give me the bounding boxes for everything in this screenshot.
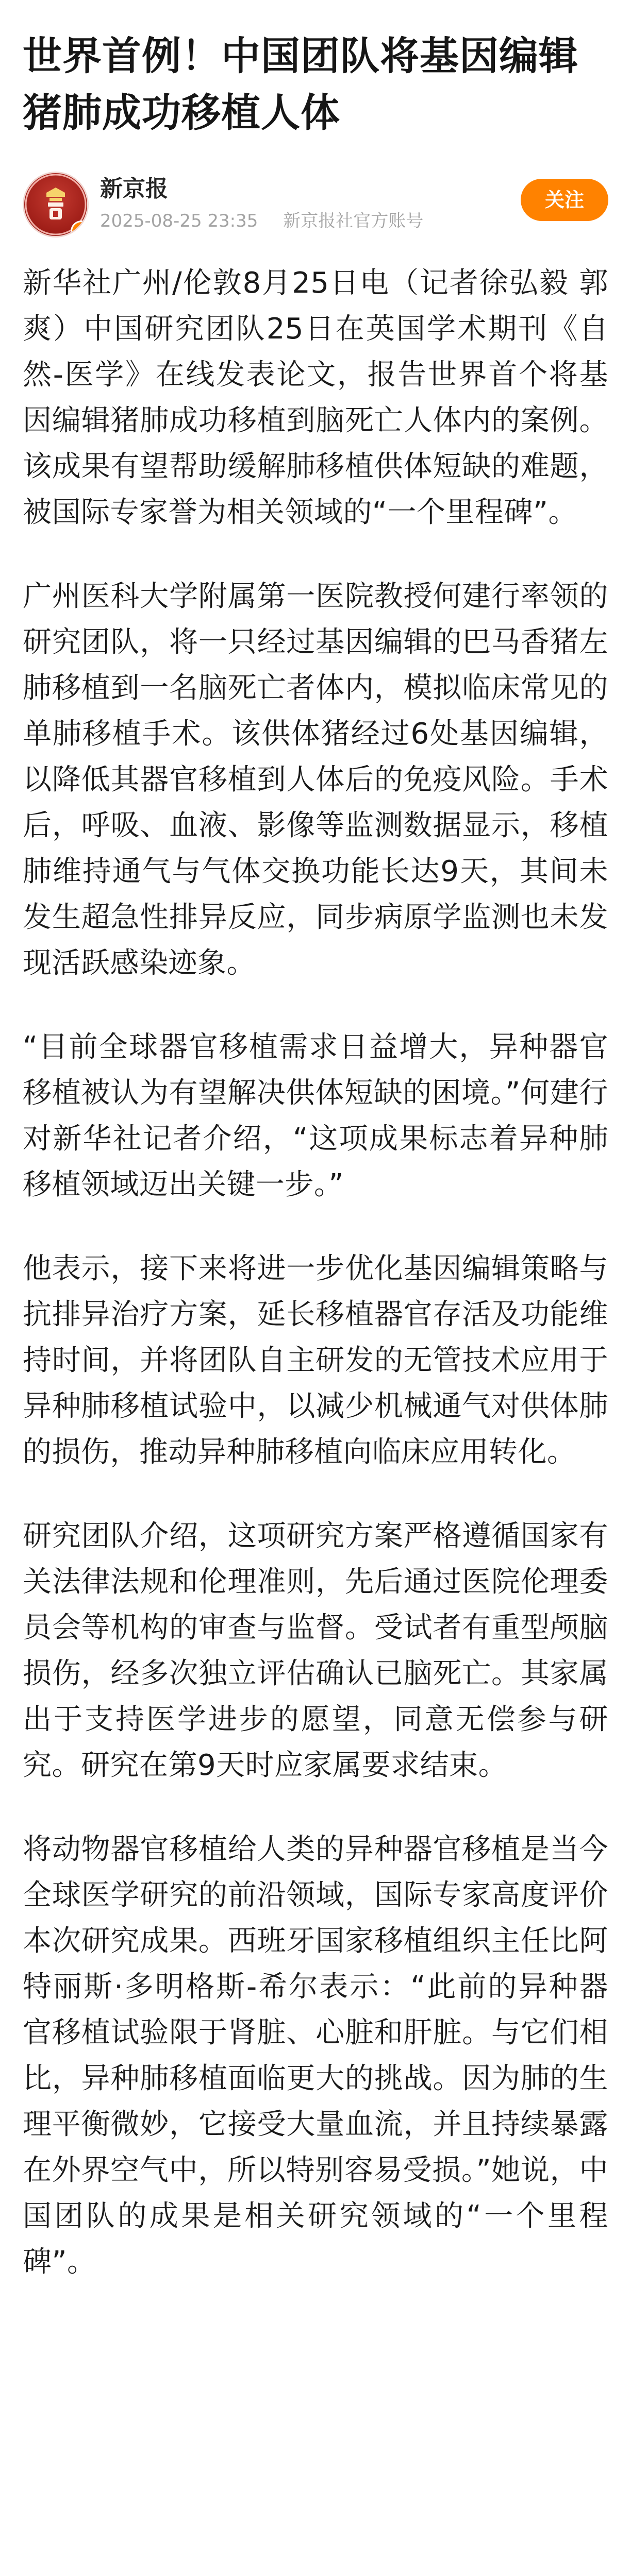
verified-badge-icon: ✓ <box>71 221 89 238</box>
article-paragraph-2: 广州医科大学附属第一医院教授何建行率领的研究团队，将一只经过基因编辑的巴马香猪左肺移植到一名脑死亡者体内，模拟临床常见的单肺移植手术。该供体猪经过6处基因编辑，以降低其器官移植到人体后的免疫风险。手术后，呼吸、血液、影像等监测数据显示，移植肺维持通气与气体交换功能长达9天，其间未发生超急性排异反应，同步病原学监测也未发现活跃感染迹象。 <box>23 580 608 980</box>
follow-button[interactable]: 关注 <box>521 179 608 221</box>
article-paragraph-6: 将动物器官移植给人类的异种器官移植是当今全球医学研究的前沿领域，国际专家高度评价本次研究成果。西班牙国家移植组织主任比阿特丽斯·多明格斯-希尔表示：“此前的异种器官移植试验限于肾脏、心脏和肝脏。与它们相比，异种肺移植面临更大的挑战。因为肺的生理平衡微妙，它接受大量血流，并且持续暴露在外界空气中，所以特别容易受损。”她说，中国团队的成果是相关研究领域的“一个里程碑”。 <box>23 1833 608 2279</box>
article-paragraph-5: 研究团队介绍，这项研究方案严格遵循国家有关法律法规和伦理准则，先后通过医院伦理委员会等机构的审查与监督。受试者有重型颅脑损伤，经多次独立评估确认已脑死亡。其家属出于支持医学进步的愿望，同意无偿参与研究。研究在第9天时应家属要求结束。 <box>23 1519 608 1782</box>
article-paragraph-1: 新华社广州/伦敦8月25日电（记者徐弘毅 郭爽）中国研究团队25日在英国学术期刊《自然-医学》在线发表论文，报告世界首个将基因编辑猪肺成功移植到脑死亡人体内的案例。该成果有望帮助缓解肺移植供体短缺的难题，被国际专家誉为相关领域的“一个里程碑”。 <box>23 266 608 529</box>
account-label: 新京报社官方账号 <box>283 211 424 231</box>
article-paragraph-3: “目前全球器官移植需求日益增大，异种器官移植被认为有望解决供体短缺的困境。”何建行对新华社记者介绍，“这项成果标志着异种肺移植领域迈出关键一步。” <box>23 1030 608 1201</box>
publish-time: 2025-08-25 23:35 <box>100 211 258 231</box>
author-name[interactable]: 新京报 <box>100 176 168 202</box>
article-body <box>23 260 608 2285</box>
author-row <box>23 167 608 240</box>
article-title: 世界首例！中国团队将基因编辑猪肺成功移植人体 <box>23 33 578 135</box>
article-meta <box>100 210 423 232</box>
author-avatar[interactable] <box>23 172 89 238</box>
article-paragraph-4: 他表示，接下来将进一步优化基因编辑策略与抗排异治疗方案，延长移植器官存活及功能维持时间，并将团队自主研发的无管技术应用于异种肺移植试验中，以减少机械通气对供体肺的损伤，推动异种肺移植向临床应用转化。 <box>23 1252 608 1469</box>
